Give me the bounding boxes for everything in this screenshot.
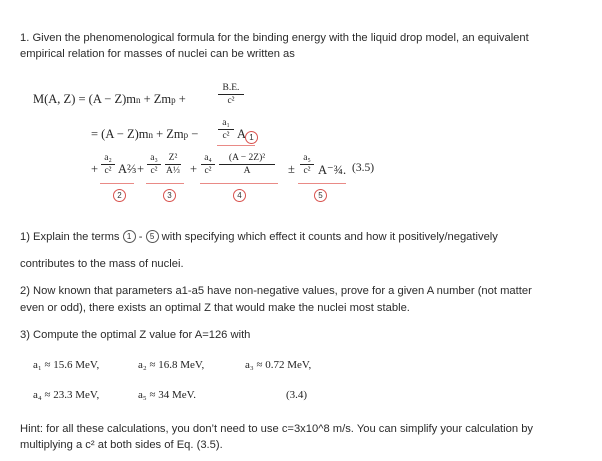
question-1-line-1: 1) Explain the terms 1 - 5 with specifying which effect it counts and how it positively/negatively [20, 231, 498, 243]
question-1-line-2: contributes to the mass of nuclei. [20, 258, 184, 270]
term-marker-2: 2 [113, 189, 126, 202]
asymmetry-fraction: (A − 2Z)² A [219, 153, 275, 176]
term-marker-4: 4 [233, 189, 246, 202]
hint-line-1: Hint: for all these calculations, you don’t need to use c=3x10^8 m/s. You can simplify your calculation by [20, 423, 534, 435]
a3-fraction: a₃ c² [147, 153, 161, 176]
hint-line-2: multiplying a c² at both sides of Eq. (3.5). [20, 439, 223, 451]
term-marker-3: 3 [163, 189, 176, 202]
pairing-term-A: A⁻¾. [318, 163, 347, 177]
param-a1: a₁ ≈ 15.6 MeV, [33, 359, 100, 371]
equation-label-3-5: (3.5) [352, 162, 375, 174]
plus-minus-sign: ± [288, 162, 295, 176]
a2-fraction: a₂ c² [101, 153, 115, 176]
surface-term-A: A⅔ [118, 162, 137, 176]
term-underline-2 [100, 183, 134, 184]
term-underline-1 [217, 145, 255, 146]
term-underline-5 [298, 183, 346, 184]
param-a2: a₂ ≈ 16.8 MeV, [138, 359, 205, 371]
a5-fraction: a₅ c² [300, 153, 314, 176]
binding-energy-fraction: B.E. c² [218, 83, 244, 106]
param-a4: a₄ ≈ 23.3 MeV, [33, 389, 100, 401]
question-2-line-2: even or odd), there exists an optimal Z that would make the nuclei most stable. [20, 302, 410, 314]
plus-sign-2: + [137, 162, 145, 176]
inline-marker-5: 5 [146, 230, 159, 243]
param-a5: a₅ ≈ 34 MeV. [138, 389, 196, 401]
formula-lhs: M(A, Z) = (A − Z)mn + Zmp + [33, 92, 186, 106]
coulomb-fraction: Z² A⅓ [166, 153, 180, 176]
a1-fraction: a₁ c² [218, 118, 234, 141]
a4-fraction: a₄ c² [201, 153, 215, 176]
intro-line-1: 1. Given the phenomenological formula for the binding energy with the liquid drop model, an equivalent [20, 32, 529, 44]
plus-sign-1: + [91, 162, 99, 176]
term-marker-5: 5 [314, 189, 327, 202]
question-3: 3) Compute the optimal Z value for A=126 with [20, 329, 251, 341]
formula-line-2: = (A − Z)mn + Zmp − [91, 127, 199, 141]
volume-term-A: A [237, 127, 247, 141]
question-2-line-1: 2) Now known that parameters a1-a5 have non-negative values, prove for a given A number (not matter [20, 285, 532, 297]
term-underline-4 [200, 183, 278, 184]
term-underline-3 [146, 183, 184, 184]
term-marker-1: 1 [245, 131, 258, 144]
inline-marker-1: 1 [123, 230, 136, 243]
equation-label-3-4: (3.4) [286, 389, 308, 401]
intro-line-2: empirical relation for masses of nuclei can be written as [20, 48, 295, 60]
plus-sign-3: + [190, 162, 198, 176]
param-a3: a₃ ≈ 0.72 MeV, [245, 359, 312, 371]
